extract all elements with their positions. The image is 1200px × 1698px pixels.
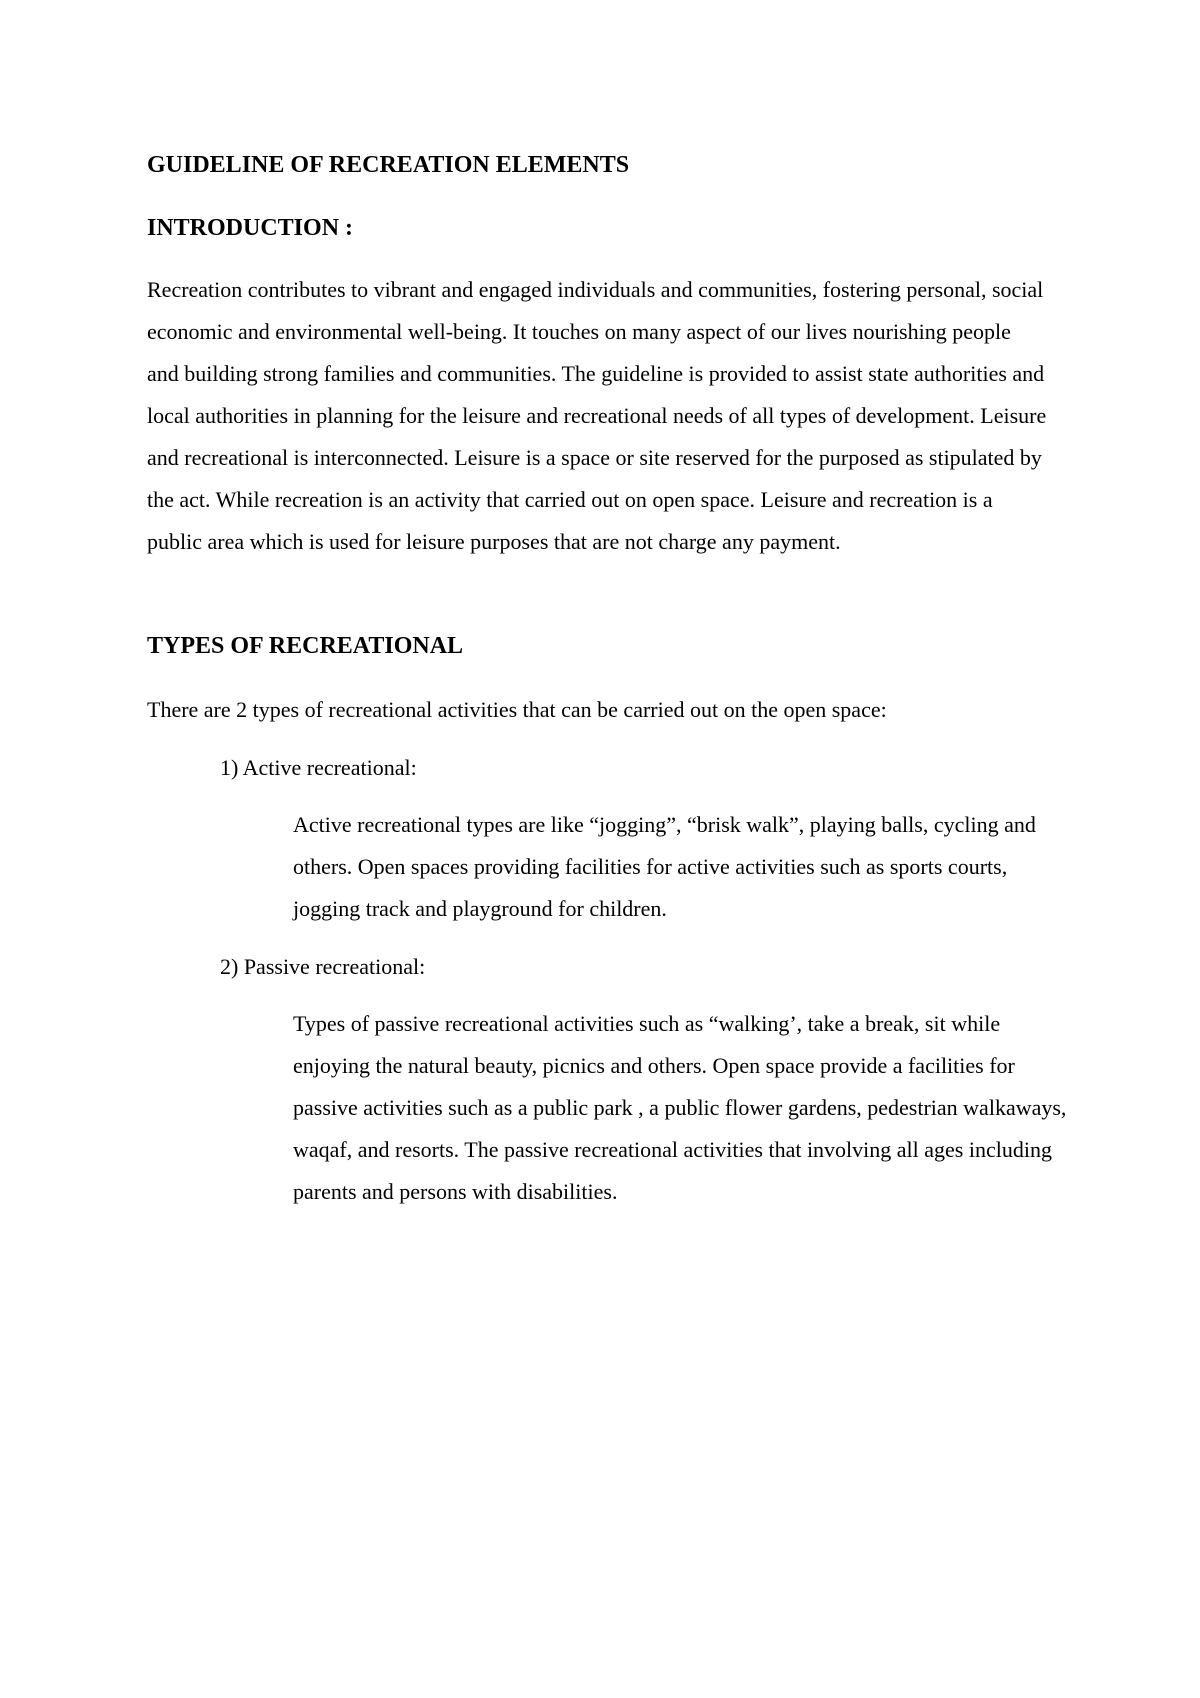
introduction-heading: INTRODUCTION : [147,215,354,241]
types-lead-paragraph: There are 2 types of recreational activities that can be carried out on the open space: [147,697,887,722]
types-heading: TYPES OF RECREATIONAL [147,633,464,659]
passive-recreational-label: 2) Passive recreational: [220,954,426,979]
passive-recreational-paragraph: Types of passive recreational activities such as “walking’, take a break, sit while enjoying the natural beauty, picnics and others. Open space provide a facilities for passive activities such as a public park , a public flower gardens, pedestrian walkaways, waqaf, and resorts. The passive recreational activities that involving all ages including parents and persons with disabilities. [293,1011,1067,1204]
active-recreational-paragraph: Active recreational types are like “jogging”, “brisk walk”, playing balls, cycling and others. Open spaces providing facilities for active activities such as sports courts, jogging track and playground for children. [293,812,1036,921]
active-recreational-label: 1) Active recreational: [220,755,417,780]
introduction-paragraph: Recreation contributes to vibrant and engaged individuals and communities, fostering personal, social economic and environmental well-being. It touches on many aspect of our lives nourishing people and building strong families and communities. The guideline is provided to assist state authorities and local authorities in planning for the leisure and recreational needs of all types of development. Leisure and recreational is interconnected. Leisure is a space or site reserved for the purposed as stipulated by the act. While recreation is an activity that carried out on open space. Leisure and recreation is a public area which is used for leisure purposes that are not charge any payment. [147,277,1047,554]
document-title: GUIDELINE OF RECREATION ELEMENTS [147,152,630,178]
